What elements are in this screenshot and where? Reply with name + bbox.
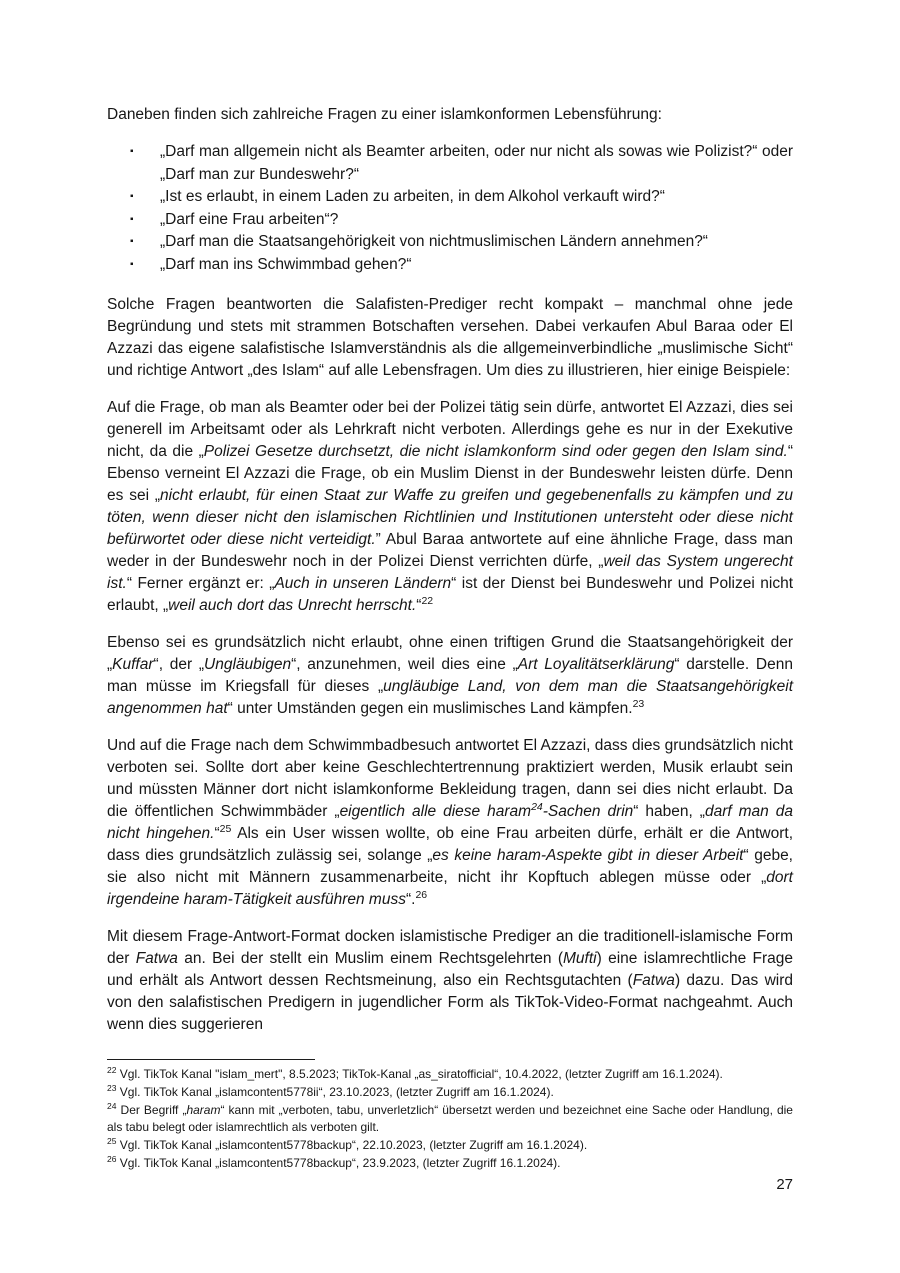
paragraph: Ebenso sei es grundsätzlich nicht erlaubt, ohne einen triftigen Grund die Staatsangehörigkeit der „Kuffar“, der „Ungläubigen“, anzunehmen, weil dies eine „Art Loyalitätserklärung“ darstelle. Denn man müsse im Kriegsfall für dieses „ungläubige Land, von dem man die Staatsangehörigkeit angenommen hat“ unter Umständen gegen ein muslimisches Land kämpfen.$^{23}$ <box>107 634 793 717</box>
bullet-square-icon: ▪ <box>130 146 134 157</box>
paragraph: Auf die Frage, ob man als Beamter oder bei der Polizei tätig sein dürfe, antwortet El Azzazi, dies sei generell im Arbeitsamt oder als Lehrkraft nicht verboten. Allerdings gehe es nur in der Exekutive nicht, da die „Polizei Gesetze durchsetzt, die nicht islamkonform sind oder gegen den Islam sind.“ Ebenso verneint El Azzazi die Frage, ob ein Muslim Dienst in der Bundeswehr leisten dürfe. Denn es sei „nicht erlaubt, für einen Staat zur Waffe zu greifen und gegebenenfalls zu kämpfen und zu töten, wenn dieser nicht den islamischen Richtlinien und Institutionen untersteht oder diese nicht befürwortet oder diese nicht verteidigt.” Abul Baraa antwortete auf eine ähnliche Frage, dass man weder in der Bundeswehr noch in der Polizei Dienst verrichten dürfe, „weil das System ungerecht ist.“ Ferner ergänzt er: „Auch in unseren Ländern“ ist der Dienst bei Bundeswehr und Polizei nicht erlaubt, „weil auch dort das Unrecht herrscht.“$^{22}$ <box>107 399 794 614</box>
paragraph: Mit diesem Frage-Antwort-Format docken islamistische Prediger an die traditionell-islamische Form der Fatwa an. Bei der stellt ein Muslim einem Rechtsgelehrten (Mufti) eine islamrechtliche Frage und erhält als Antwort dessen Rechtsmeinung, also ein Rechtsgutachten (Fatwa) dazu. Das wird von den salafistischen Predigern in jugendlicher Form als TikTok-Video-Format nachgeahmt. Auch wenn dies suggerieren <box>107 928 793 1033</box>
intro-paragraph: Daneben finden sich zahlreiche Fragen zu einer islamkonformen Lebensführung: <box>107 106 662 123</box>
bullet-text: „Ist es erlaubt, in einem Laden zu arbeiten, in dem Alkohol verkauft wird?“ <box>160 188 665 205</box>
bullet-square-icon: ▪ <box>130 191 134 202</box>
footnote: $^{23}$ Vgl. TikTok Kanal „islamcontent5778ii“, 23.10.2023, (letzter Zugriff am 16.1.2024). <box>107 1082 554 1099</box>
list-item <box>130 231 793 254</box>
bullet-square-icon: ▪ <box>130 213 134 225</box>
footnote: $^{22}$ Vgl. TikTok Kanal "islam_mert", 8.5.2023; TikTok-Kanal „as_siratofficial“, 10.4.2022, (letzter Zugriff am 16.1.2024). <box>107 1065 723 1081</box>
footnote: $^{25}$ Vgl. TikTok Kanal „islamcontent5778backup“, 22.10.2023, (letzter Zugriff am 16.1.2024). <box>107 1136 588 1153</box>
footnote: $^{24}$ Der Begriff „haram“ kann mit „verboten, tabu, unverletzlich“ übersetzt werden und bezeichnet eine Sache oder Handlung, die als tabu belegt oder islamrechtlich als verboten gilt. <box>107 1100 793 1135</box>
bullet-square-icon: ▪ <box>130 258 134 270</box>
page-body <box>107 104 793 1051</box>
footnote: $^{26}$ Vgl. TikTok Kanal „islamcontent5778backup“, 23.9.2023, (letzter Zugriff 16.1.2024). <box>107 1153 561 1170</box>
bullet-text: „Darf man die Staatsangehörigkeit von nichtmuslimischen Ländern annehmen?“ <box>160 233 708 250</box>
bullet-square-icon: ▪ <box>130 236 134 247</box>
bullet-list <box>107 141 793 276</box>
bullet-text: „Darf man ins Schwimmbad gehen?“ <box>160 255 412 273</box>
list-item <box>130 254 793 277</box>
bullet-text: „Darf man allgemein nicht als Beamter arbeiten, oder nur nicht als sowas wie Polizist?“ oder „Darf man zur Bundeswehr?“ <box>160 143 793 183</box>
list-item <box>130 186 793 209</box>
paragraph: Solche Fragen beantworten die Salafisten-Prediger recht kompakt – manchmal ohne jede Begründung und stets mit strammen Botschaften versehen. Dabei verkaufen Abul Baraa oder El Azzazi das eigene salafistische Islamverständnis als die allgemeinverbindliche „muslimische Sicht“ und richtige Antwort „des Islam“ auf alle Lebensfragen. Um dies zu illustrieren, hier einige Beispiele: <box>107 296 793 379</box>
footnote-section <box>107 1059 793 1173</box>
footnote-separator <box>107 1059 315 1060</box>
paragraph: Und auf die Frage nach dem Schwimmbadbesuch antwortet El Azzazi, dass dies grundsätzlich nicht verboten sei. Sollte dort aber keine Geschlechtertrennung praktiziert werden, Musik erlaubt sein und müssten Männer dort nicht islamkonforme Bekleidung tragen, dann sei dies nicht erlaubt. Da die öffentlichen Schwimmbäder „eigentlich alle diese haram$^{24}$-Sachen drin“ haben, „darf man da nicht hingehen.“$^{25}$ Als ein User wissen wollte, ob eine Frau arbeiten dürfe, erhält er die Antwort, dass dies grundsätzlich zulässig sei, solange „es keine haram-Aspekte gibt in dieser Arbeit“ gebe, sie also nicht mit Männern zusammenarbeite, nicht ihr Kopftuch ablegen müsse oder „dort irgendeine haram-Tätigkeit ausführen muss“.$^{26}$ <box>107 737 794 908</box>
list-item <box>130 141 793 186</box>
bullet-text: „Darf eine Frau arbeiten“? <box>160 210 339 228</box>
page-number: 27 <box>776 1176 793 1193</box>
list-item <box>130 209 793 232</box>
